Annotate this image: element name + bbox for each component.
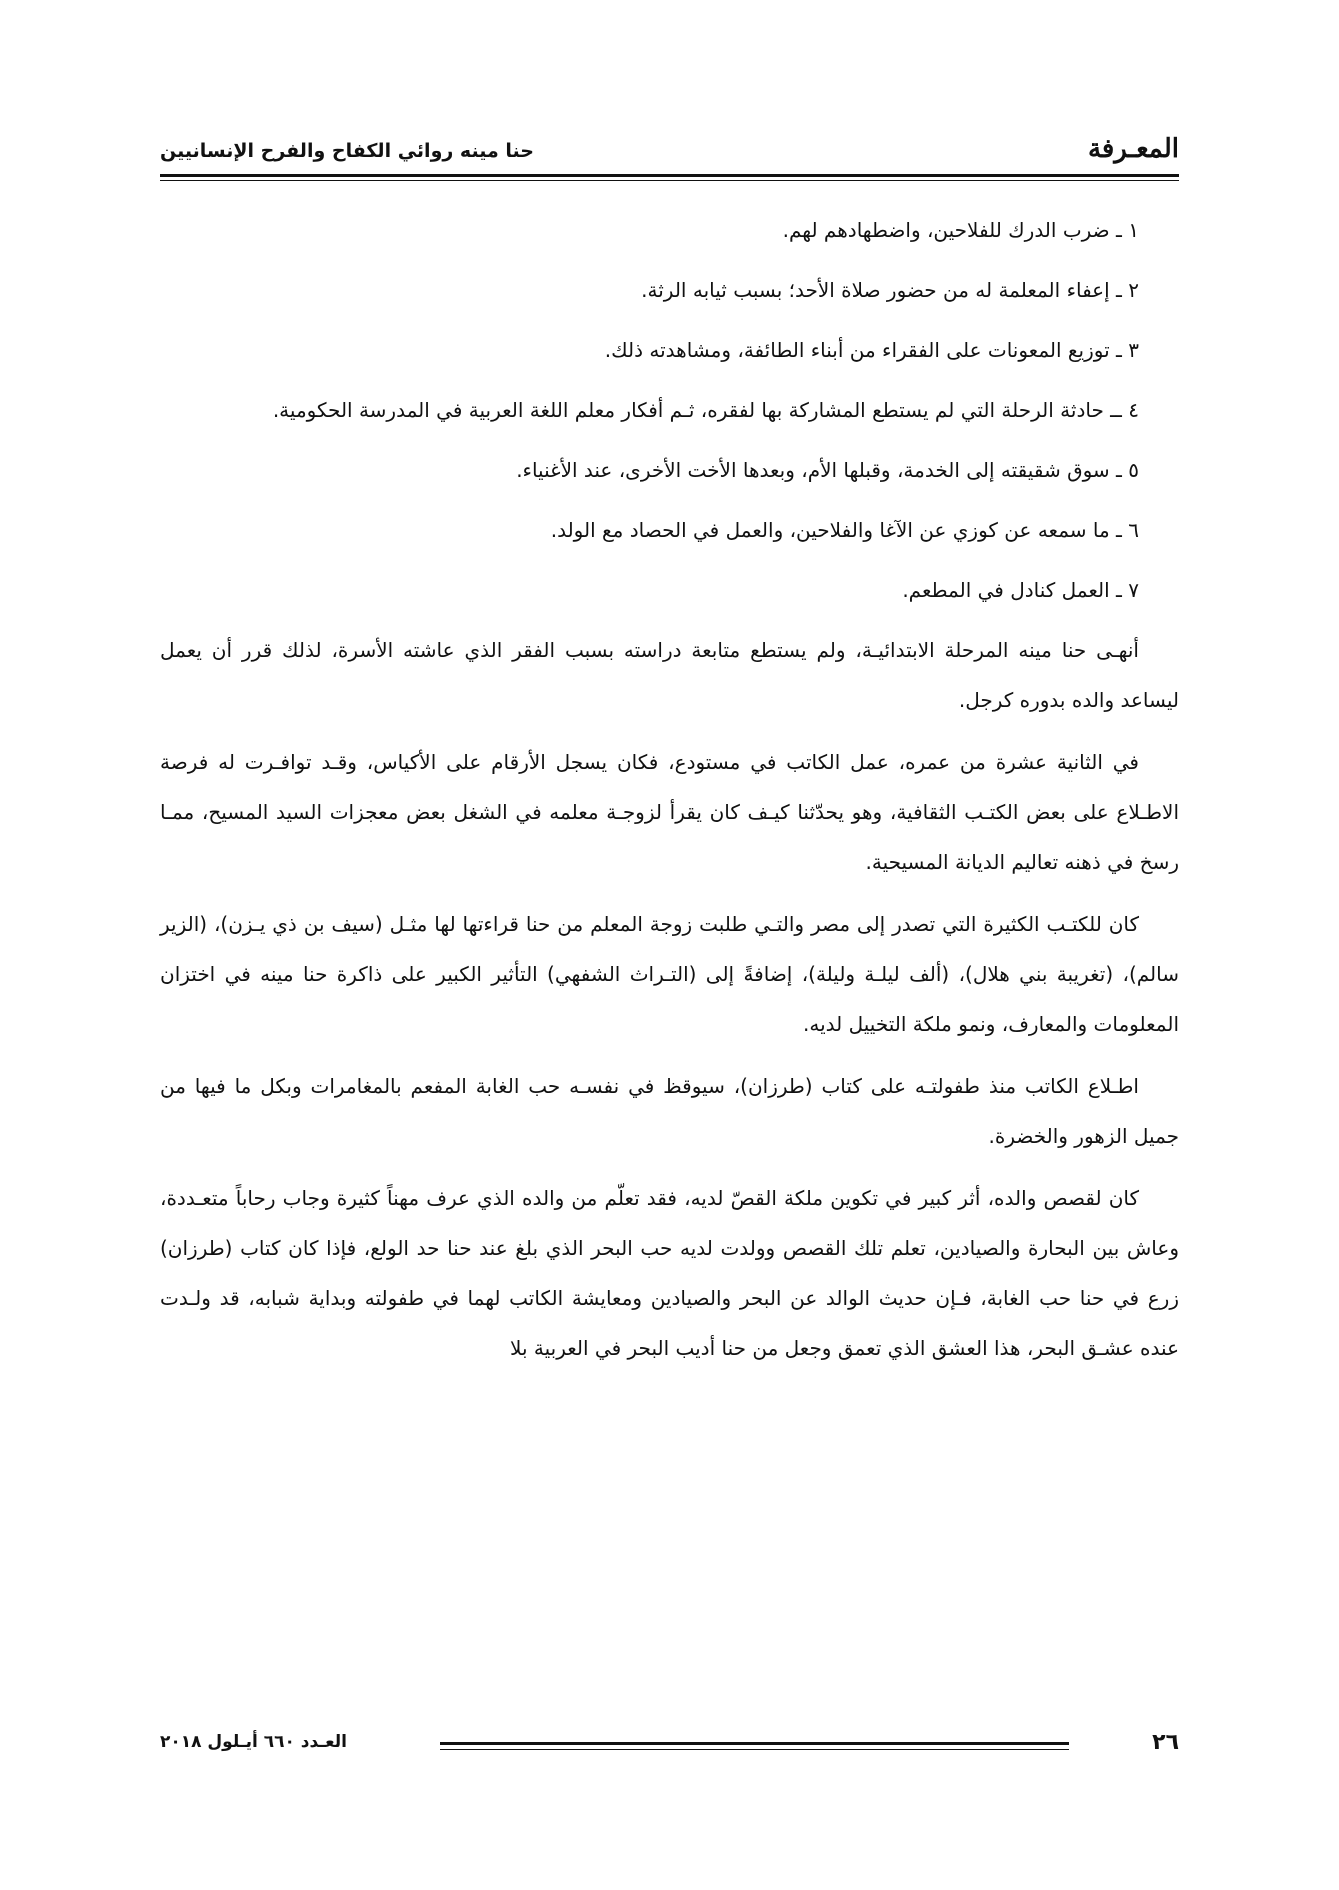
issue-info: العـدد ٦٦٠ أيـلول ٢٠١٨ <box>160 1732 347 1752</box>
footer-divider-thin <box>440 1749 1069 1750</box>
magazine-logo: المعـرفة <box>1087 134 1179 164</box>
list-item: ٢ ـ إعفاء المعلمة له من حضور صلاة الأحد؛ بسبب ثيابه الرثة. <box>641 278 1139 302</box>
header-divider-thin <box>160 180 1179 181</box>
list-item: ٥ ـ سوق شقيقته إلى الخدمة، وقبلها الأم، وبعدها الأخت الأخرى، عند الأغنياء. <box>516 458 1139 482</box>
footer-divider <box>440 1742 1069 1745</box>
paragraph: كان للكتـب الكثيرة التي تصدر إلى مصر والتـي طلبت زوجة المعلم من حنا قراءتها لها مثـل (سيف بن ذي يـزن)، (الزير سالم)، (تغريبة بني هلال)، (ألف ليلـة وليلة)، إضافةً إلى (التـراث الشفهي) التأثير الكبير على ذاكرة حنا مينه في اختزان المعلومات والمعارف، ونمو ملكة التخييل لديه. <box>160 912 1179 1036</box>
list-item: ١ ـ ضرب الدرك للفلاحين، واضطهادهم لهم. <box>782 218 1139 242</box>
page-header <box>160 128 1179 168</box>
header-divider <box>160 174 1179 177</box>
page-number: ٢٦ <box>1152 1730 1179 1755</box>
paragraph: أنهـى حنا مينه المرحلة الابتدائيـة، ولم يستطع متابعة دراسته بسبب الفقر الذي عاشته الأسرة، لذلك قرر أن يعمل ليساعد والده بدوره كرجل. <box>160 638 1179 712</box>
paragraph: في الثانية عشرة من عمره، عمل الكاتب في مستودع، فكان يسجل الأرقام على الأكياس، وقـد توافـرت له فرصة الاطـلاع على بعض الكتـب الثقافية، وهو يحدّثنا كيـف كان يقرأ لزوجـة معلمه في الشغل بعض معجزات السيد المسيح، ممـا رسخ في ذهنه تعاليم الديانة المسيحية. <box>160 750 1179 874</box>
list-item: ٤ ــ حادثة الرحلة التي لم يستطع المشاركة بها لفقره، ثـم أفكار معلم اللغة العربية في المدرسة الحكومية. <box>272 398 1139 422</box>
article-title: حنا مينه روائي الكفاح والفرح الإنسانيين <box>160 140 534 162</box>
article-body <box>160 205 1179 1385</box>
page-footer <box>160 1730 1179 1770</box>
list-item: ٦ ـ ما سمعه عن كوزي عن الآغا والفلاحين، والعمل في الحصاد مع الولد. <box>550 518 1139 542</box>
list-item: ٣ ـ توزيع المعونات على الفقراء من أبناء الطائفة، ومشاهدته ذلك. <box>604 338 1139 362</box>
list-item: ٧ ـ العمل كنادل في المطعم. <box>902 578 1139 602</box>
paragraph: كان لقصص والده، أثر كبير في تكوين ملكة القصّ لديه، فقد تعلّم من والده الذي عرف مهناً كثيرة وجاب رحاباً متعـددة، وعاش بين البحارة والصيادين، تعلم تلك القصص وولدت لديه حب البحر الذي بلغ عند حنا حد الولع، فإذا كان كتاب (طرزان) زرع في حنا حب الغابة، فـإن حديث الوالد عن البحر والصيادين ومعايشة الكاتب لهما في طفولته وبداية شبابه، قد ولـدت عنده عشـق البحر، هذا العشق الذي تعمق وجعل من حنا أديب البحر في العربية بلا <box>160 1186 1179 1360</box>
paragraph: اطـلاع الكاتب منذ طفولتـه على كتاب (طرزان)، سيوقظ في نفسـه حب الغابة المفعم بالمغامرات وبكل ما فيها من جميل الزهور والخضرة. <box>160 1074 1179 1148</box>
